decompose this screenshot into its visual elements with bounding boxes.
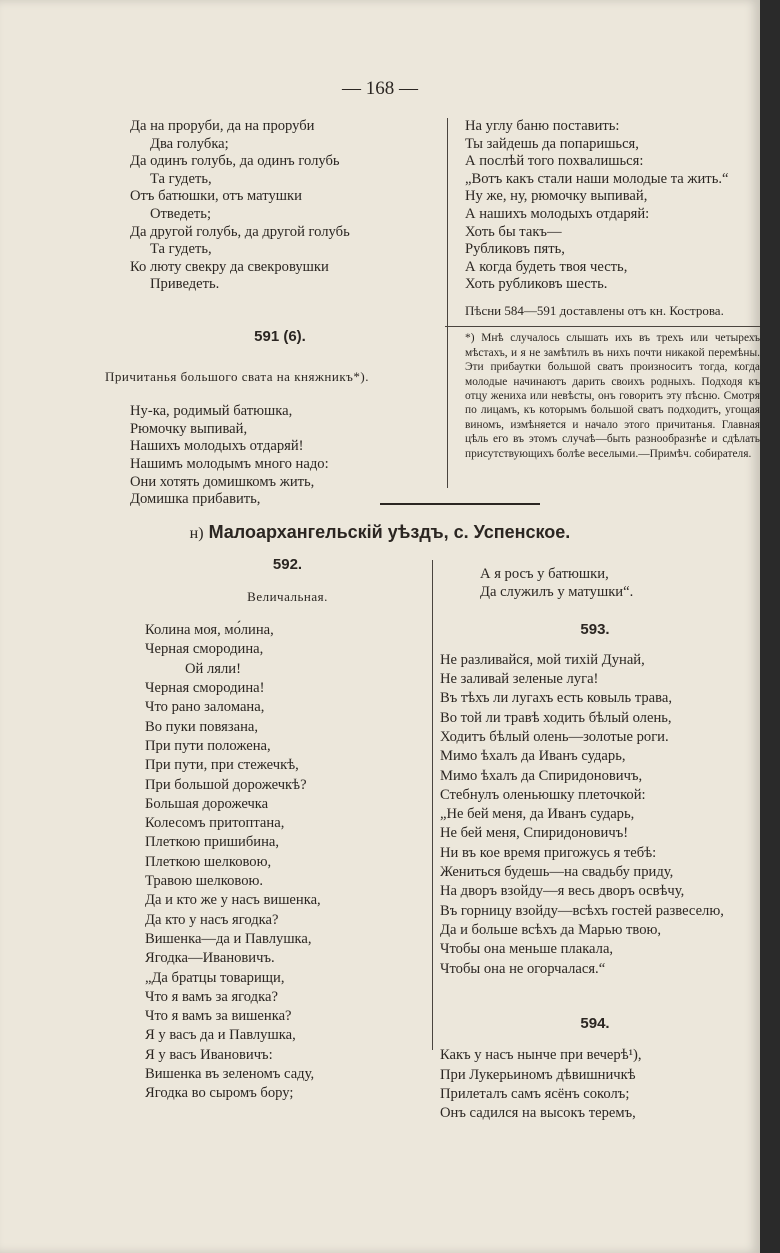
verse-line: Прилеталъ самъ ясёнъ соколъ; <box>440 1086 630 1103</box>
verse-line: Плеткою пришибина, <box>145 834 280 851</box>
verse-line: Какъ у насъ нынче при вечерѣ¹), <box>440 1047 642 1064</box>
section-rule <box>380 503 540 505</box>
verse-line: На дворъ взойду—я весь дворъ освѣчу, <box>440 883 685 900</box>
column-divider-top <box>447 118 448 488</box>
verse-line: Вишенка—да и Павлушка, <box>145 930 312 947</box>
verse-line: Да и больше всѣхъ да Марью твою, <box>440 921 662 938</box>
verse-line: „Не бей меня, да Иванъ сударь, <box>440 806 635 823</box>
verse-line: Хоть рубликовъ шесть. <box>465 276 608 293</box>
page-edge <box>760 0 780 1253</box>
verse-line: Чтобы она меньше плакала, <box>440 941 614 958</box>
verse-line: А послѣй того похвалишься: <box>465 153 644 170</box>
verse-line: Черная смородина, <box>145 641 264 658</box>
verse-line: Отъ батюшки, отъ матушки <box>130 188 302 205</box>
verse-line: Да на проруби, да на проруби <box>130 118 315 134</box>
verse-line: Въ горницу взойду—всѣхъ гостей развеселю, <box>440 902 724 919</box>
verse-line: „Да братцы товарищи, <box>145 969 285 986</box>
verse-line: Колесомъ притоптана, <box>145 815 285 832</box>
verse-line: Два голубка; <box>150 135 229 152</box>
page-number: — 168 — <box>342 78 418 99</box>
verse-line: Та гудеть, <box>150 241 212 258</box>
verse-line: Они хотять домишкомъ жить, <box>130 473 315 490</box>
verse-line: Ягодка—Ивановичъ. <box>145 950 275 967</box>
verse-line: Рюмочку выпивай, <box>130 420 248 437</box>
verse-line: Во пуки повязана, <box>145 718 259 735</box>
verse-line: Ко люту свекру да свекровушки <box>130 258 329 275</box>
verse-line: Травою шелковою. <box>145 873 264 890</box>
verse-line: Ну же, ну, рюмочку выпивай, <box>465 188 648 205</box>
verse-line: Нашихъ молодыхъ отдаряй! <box>130 438 304 455</box>
section-heading <box>0 522 760 543</box>
source-note: Пѣсни 584—591 доставлены отъ кн. Кострова. <box>465 302 724 318</box>
song-592-number: 592. <box>272 556 303 573</box>
verse-line: Ни въ кое время пригожусь я тебѣ: <box>440 844 657 861</box>
column-divider-bottom <box>432 560 433 1050</box>
verse-line: Ну-ка, родимый батюшка, <box>130 403 293 420</box>
song-593-number: 593. <box>580 621 610 639</box>
song-594-number: 594. <box>580 1014 610 1032</box>
verse-line: Плеткою шелковою, <box>145 853 272 870</box>
verse-line: Черная смородина! <box>145 680 265 697</box>
verse-line: Большая дорожечка <box>145 795 269 812</box>
verse-line: Вишенка въ зеленомъ саду, <box>145 1066 315 1083</box>
verse-line: Онъ садился на высокъ теремъ, <box>440 1105 636 1122</box>
verse-line: Да и кто же у насъ вишенка, <box>145 892 321 909</box>
verse-line: Колина моя, мо́лина, <box>145 622 274 639</box>
verse-line: Что я вамъ за ягодка? <box>145 988 278 1005</box>
verse-line: Ой ляли! <box>185 660 241 677</box>
verse-line: Я у васъ Ивановичъ: <box>145 1046 273 1063</box>
verse-line: Что рано заломана, <box>145 699 265 716</box>
song-591-lines <box>130 403 430 509</box>
song-590-ending <box>130 118 430 294</box>
bottom-left-column <box>145 556 430 1104</box>
verse-line: Та гудеть, <box>150 170 212 187</box>
verse-line: Жениться будешь—на свадьбу приду, <box>440 864 674 881</box>
verse-line: „Вотъ какъ стали наши молодые та жить.“ <box>465 170 729 187</box>
verse-line: Домишка прибавить, <box>130 491 261 508</box>
verse-line: Отведеть; <box>150 205 211 222</box>
verse-line: Не бей меня, Спиридоновичъ! <box>440 825 629 842</box>
verse-line: Въ тѣхъ ли лугахъ есть ковыль трава, <box>440 690 672 707</box>
verse-line: Хоть бы такъ— <box>465 223 562 240</box>
verse-line: Ты зайдешь да попаришься, <box>465 135 639 152</box>
verse-line: Рубликовъ пять, <box>465 241 565 258</box>
top-right-column <box>465 118 760 461</box>
song-594-lines <box>440 1046 750 1123</box>
verse-line: Да кто у насъ ягодка? <box>145 911 279 928</box>
verse-line: При Лукерьиномъ дѣвишничкѣ <box>440 1066 636 1083</box>
section-prefix: н) <box>189 525 204 542</box>
verse-line: Мимо ѣхалъ да Иванъ сударь, <box>440 748 626 765</box>
verse-line: Да другой голубь, да другой голубь <box>130 223 350 240</box>
verse-line: При большой дорожечкѣ? <box>145 776 307 793</box>
verse-line: При пути, при стежечкѣ, <box>145 757 299 774</box>
verse-line: А нашихъ молодыхъ отдаряй: <box>465 205 650 222</box>
footnote: *) Мнѣ случалось слышать ихъ въ трехъ или четырехъ мѣстахъ, и я не замѣтилъ въ нихъ почти никакой перемѣны. Эти прибаутки большой сватъ произноситъ тогда, когда молодые начинаютъ дарить своихъ родныхъ. Подходя къ отцу жениха или невѣсты, онъ говоритъ эту пѣсню. Смотря по лицамъ, къ которымъ большой сватъ подходитъ, угощая виномъ, измѣняется и начало этого причитанья. Главная цѣль его въ этомъ случаѣ—быть разнообразнѣе и сдѣлать присутствующихъ болѣе веселыми.—Примѣч. собирателя. <box>465 332 760 460</box>
verse-line: Приведеть. <box>150 276 220 293</box>
verse-line: Да одинъ голубь, да одинъ голубь <box>130 153 340 170</box>
verse-line: Не заливай зеленые луга! <box>440 671 599 688</box>
verse-line: Что я вамъ за вишенка? <box>145 1008 292 1025</box>
song-592-heading: Величальная. <box>247 588 328 604</box>
verse-line: Нашимъ молодымъ много надо: <box>130 455 329 472</box>
verse-line: Не разливайся, мой тихій Дунай, <box>440 651 645 668</box>
section-title: Малоархангельскій уѣздъ, с. Успенское. <box>208 522 571 542</box>
song-591-continuation <box>465 118 760 294</box>
song-591-number: 591 (6). <box>254 327 306 345</box>
top-left-column <box>105 118 430 509</box>
verse-line: Мимо ѣхалъ да Спиридоновичъ, <box>440 767 643 784</box>
footnote-rule <box>445 326 760 327</box>
verse-line: Чтобы она не огорчалася.“ <box>440 960 606 977</box>
verse-line: При пути положена, <box>145 737 271 754</box>
song-593-lines <box>440 651 750 979</box>
song-592-ending <box>440 566 750 601</box>
verse-line: Я у васъ да и Павлушка, <box>145 1027 296 1044</box>
verse-line: Да служилъ у матушки“. <box>480 583 634 600</box>
song-592-lines <box>145 621 430 1103</box>
verse-line: Ягодка во сыромъ бору; <box>145 1085 294 1102</box>
song-591-heading: Причитанья большого свата на княжникъ*). <box>105 368 369 384</box>
verse-line: Стебнулъ оленьюшку плеточкой: <box>440 786 646 803</box>
verse-line: Во той ли травѣ ходить бѣлый олень, <box>440 709 672 726</box>
verse-line: На углу баню поставить: <box>465 118 620 134</box>
bottom-right-column <box>440 566 750 1124</box>
verse-line: А когда будеть твоя честь, <box>465 258 628 275</box>
verse-line: А я росъ у батюшки, <box>480 566 609 582</box>
verse-line: Ходитъ бѣлый олень—золотые роги. <box>440 728 669 745</box>
